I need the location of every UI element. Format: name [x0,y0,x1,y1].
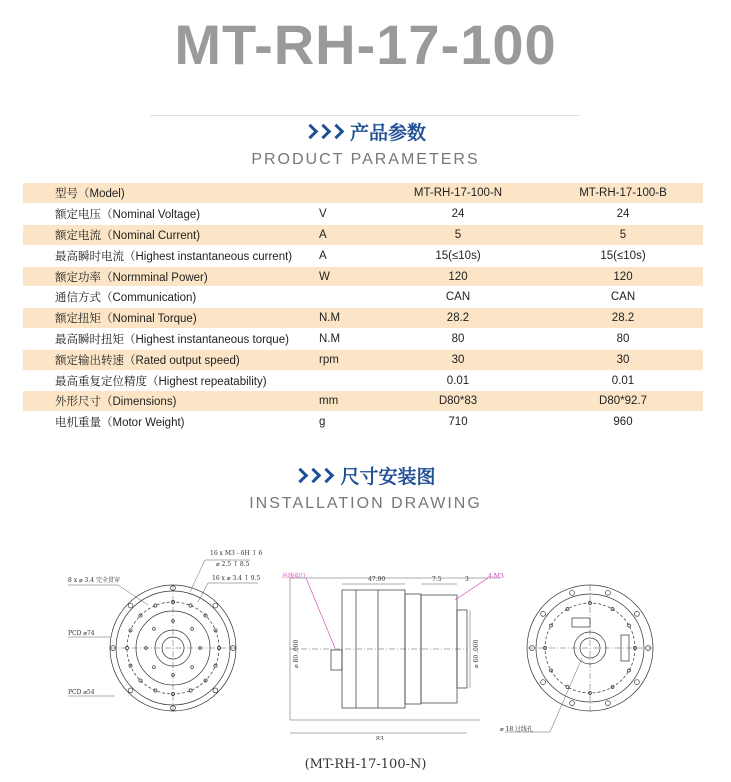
param-value-n: 30 [451,353,465,366]
table-row [23,245,703,266]
bolt-hole [570,701,575,706]
param-unit: N.M [319,332,341,345]
divider [150,115,580,116]
bolt-hole [570,590,575,595]
front-note-through-holes: 8 x ⌀ 3.4 完全贯穿 [68,577,120,584]
bolt-hole [154,604,157,607]
param-label: 最高瞬时扭矩（Highest instantaneous torque) [55,333,289,346]
param-unit: N.M [319,312,341,325]
param-unit: W [319,270,330,283]
table-row [23,183,703,204]
bolt-hole [191,628,194,631]
side-outlet-label: 出线端口 [282,573,307,580]
bolt-hole [189,604,192,607]
param-value-b: MT-RH-17-100-B [579,187,667,200]
param-value-b: 120 [613,270,633,283]
param-value-b: 28.2 [611,312,635,325]
side-dim-7: 7.5 [432,576,442,583]
param-label: 额定功率（Normminal Power) [55,271,208,284]
front-note-pcd74: PCD ⌀74 [68,630,95,637]
bolt-hole [606,701,611,706]
bolt-hole [128,688,133,693]
chevrons-icon [305,126,344,137]
section-header-drawing [0,462,731,513]
side-dim-3: 3 [465,576,469,583]
parameters-table [23,183,703,433]
param-unit: A [319,228,327,241]
param-label: 最高瞬时电流（Highest instantaneous current) [55,250,293,263]
param-unit: g [319,416,326,429]
front-note-drill: ⌀ 2.5 ↧ 8.5 [216,561,250,568]
param-value-n: D80*83 [438,395,478,408]
param-label: 额定电流（Nominal Current) [55,229,201,242]
product-title: MT-RH-17-100 [174,13,557,76]
front-note-holes: 16 x ⌀ 3.4 ↧ 9.5 [212,575,261,582]
bolt-hole [128,603,133,608]
param-label: 通信方式（Communication) [55,292,197,305]
bolt-hole [627,669,630,672]
bolt-hole [606,590,611,595]
chevrons-icon [295,470,334,481]
table-row [23,412,703,433]
back-hole-note: ⌀ 18 过线孔 [500,726,534,733]
bolt-hole [541,680,546,685]
param-value-n: 120 [448,270,468,283]
param-value-n: 80 [451,332,465,345]
section-title-en: INSTALLATION DRAWING [249,495,482,512]
bolt-hole [635,680,640,685]
installation-drawing [60,540,700,740]
bolt-hole [189,689,192,692]
bolt-hole [139,679,142,682]
param-label: 最高重复定位精度（Highest repeatability) [55,375,267,388]
param-unit [313,183,373,204]
param-value-b: 80 [616,332,630,345]
table-row [23,266,703,287]
drawing-caption: (MT-RH-17-100-N) [304,757,427,772]
param-value-b: 5 [619,228,627,241]
param-value-b: 30 [616,353,630,366]
table-row [23,329,703,350]
param-value-b: 0.01 [611,374,635,387]
table-row [23,225,703,246]
side-view [290,578,500,733]
table-row [23,308,703,329]
bolt-hole [566,685,569,688]
back-view [505,585,653,732]
param-unit [313,370,373,391]
param-value-n: 24 [451,208,465,221]
param-unit: A [319,249,327,262]
param-label: 型号（Model) [55,188,125,201]
bolt-hole [213,603,218,608]
param-unit [313,287,373,308]
section-title-en: PRODUCT PARAMETERS [251,151,480,168]
param-value-b: 960 [613,416,633,429]
param-value-b: 15(≤10s) [600,249,646,262]
bolt-hole [635,612,640,617]
table-row [23,287,703,308]
section-title-cn: 尺寸安装图 [340,466,436,488]
side-dim-47: 47.90 [368,576,386,583]
table-row [23,391,703,412]
param-label: 外形尺寸（Dimensions) [55,396,177,409]
table-row [23,204,703,225]
bolt-hole [213,688,218,693]
bolt-hole [541,612,546,617]
side-dia-60: ⌀ 60 .000 [473,639,480,668]
param-value-n: 5 [454,228,462,241]
bolt-hole [153,666,156,669]
table-row [23,370,703,391]
param-label: 额定电压（Nominal Voltage) [55,209,201,222]
bolt-hole [153,628,156,631]
param-label: 额定输出转速（Rated output speed) [55,354,240,367]
bolt-hole [627,624,630,627]
param-value-n: CAN [445,291,471,304]
bolt-hole [191,666,194,669]
bolt-hole [550,624,553,627]
param-label: 额定扭矩（Nominal Torque) [55,313,197,326]
section-header-parameters [0,118,731,169]
table-row [23,349,703,370]
param-unit: mm [319,395,339,408]
param-value-n: 710 [448,416,468,429]
side-dia-80: ⌀ 80 .000 [293,639,300,668]
param-value-n: 28.2 [446,312,470,325]
front-note-pcd54: PCD ⌀54 [68,689,95,696]
param-value-b: D80*92.7 [599,395,647,408]
bolt-hole [566,608,569,611]
param-label: 电机重量（Motor Weight) [55,417,185,430]
bolt-hole [214,664,217,667]
param-value-b: CAN [610,291,636,304]
param-unit: rpm [319,353,339,366]
param-value-b: 24 [616,208,630,221]
side-m3-label: 4-M3 [488,573,504,580]
param-value-n: MT-RH-17-100-N [413,187,503,200]
param-unit: V [319,208,327,221]
front-note-thread: 16 x M3 - 6H ↧ 6 [210,550,263,557]
side-dim-83: 83 [376,736,384,740]
param-value-n: 15(≤10s) [435,249,481,262]
param-value-n: 0.01 [446,374,470,387]
section-title-cn: 产品参数 [349,122,426,144]
